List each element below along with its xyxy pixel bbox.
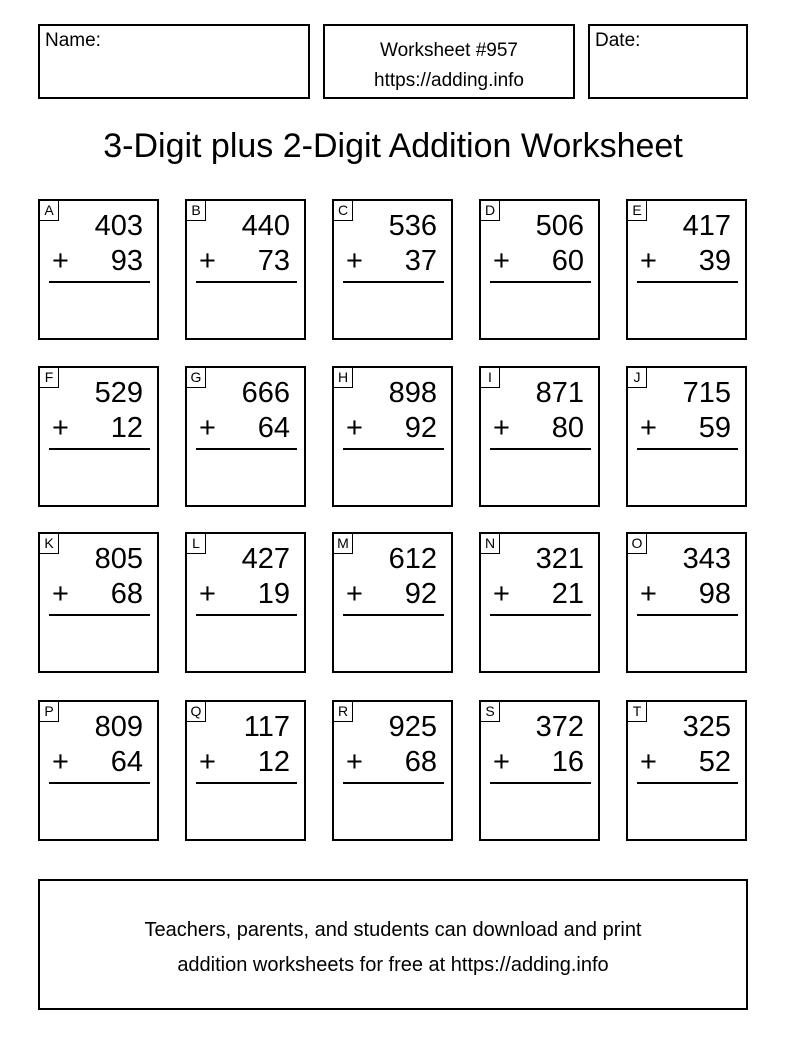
problem-e[interactable] <box>626 199 747 340</box>
problem-t[interactable] <box>626 700 747 841</box>
problem-q[interactable] <box>185 700 306 841</box>
problem-g[interactable] <box>185 366 306 507</box>
answer-line <box>196 281 297 283</box>
plus-sign: + <box>346 245 363 277</box>
plus-sign: + <box>346 578 363 610</box>
problem-p[interactable] <box>38 700 159 841</box>
top-addend: 343 <box>682 543 731 575</box>
top-addend: 529 <box>94 377 143 409</box>
problem-n[interactable] <box>479 532 600 673</box>
bottom-addend: 98 <box>698 578 731 610</box>
answer-line <box>637 448 738 450</box>
top-addend: 325 <box>682 711 731 743</box>
top-addend: 925 <box>388 711 437 743</box>
problem-k[interactable] <box>38 532 159 673</box>
footer-line-1: Teachers, parents, and students can download and print <box>144 919 642 941</box>
problem-letter: O <box>627 533 647 554</box>
plus-sign: + <box>199 245 216 277</box>
answer-line <box>343 281 444 283</box>
problem-m[interactable] <box>332 532 453 673</box>
bottom-addend: 68 <box>110 578 143 610</box>
problem-b[interactable] <box>185 199 306 340</box>
answer-line <box>49 448 150 450</box>
problem-letter: F <box>39 367 59 388</box>
footer-line-2: addition worksheets for free at https://adding.info <box>177 954 609 976</box>
problem-letter: N <box>480 533 500 554</box>
problem-letter: J <box>627 367 647 388</box>
answer-line <box>490 614 591 616</box>
plus-sign: + <box>493 245 510 277</box>
top-addend: 715 <box>682 377 731 409</box>
problem-letter: P <box>39 701 59 722</box>
problem-letter: A <box>39 200 59 221</box>
answer-line <box>343 448 444 450</box>
bottom-addend: 59 <box>698 412 731 444</box>
plus-sign: + <box>493 412 510 444</box>
top-addend: 440 <box>241 210 290 242</box>
top-addend: 372 <box>535 711 584 743</box>
plus-sign: + <box>640 578 657 610</box>
worksheet-number: Worksheet #957 <box>379 40 518 61</box>
answer-line <box>49 614 150 616</box>
bottom-addend: 92 <box>404 578 437 610</box>
plus-sign: + <box>199 578 216 610</box>
problem-f[interactable] <box>38 366 159 507</box>
bottom-addend: 16 <box>551 746 584 778</box>
plus-sign: + <box>640 746 657 778</box>
plus-sign: + <box>199 412 216 444</box>
website-url: https://adding.info <box>374 70 524 91</box>
plus-sign: + <box>199 746 216 778</box>
problem-letter: D <box>480 200 500 221</box>
name-label: Name: <box>45 30 101 51</box>
top-addend: 427 <box>241 543 290 575</box>
top-addend: 321 <box>535 543 584 575</box>
top-addend: 417 <box>682 210 731 242</box>
problem-c[interactable] <box>332 199 453 340</box>
answer-line <box>637 281 738 283</box>
name-box[interactable] <box>38 24 310 99</box>
worksheet-info-box <box>323 24 575 99</box>
top-addend: 666 <box>241 377 290 409</box>
problem-letter: I <box>480 367 500 388</box>
bottom-addend: 80 <box>551 412 584 444</box>
top-addend: 117 <box>243 711 290 743</box>
problem-d[interactable] <box>479 199 600 340</box>
problem-letter: M <box>333 533 353 554</box>
answer-line <box>637 614 738 616</box>
plus-sign: + <box>346 746 363 778</box>
bottom-addend: 64 <box>257 412 290 444</box>
problem-letter: L <box>186 533 206 554</box>
answer-line <box>637 782 738 784</box>
bottom-addend: 73 <box>257 245 290 277</box>
plus-sign: + <box>52 746 69 778</box>
problem-letter: K <box>39 533 59 554</box>
top-addend: 805 <box>94 543 143 575</box>
date-box[interactable] <box>588 24 748 99</box>
problem-j[interactable] <box>626 366 747 507</box>
problem-letter: E <box>627 200 647 221</box>
problem-letter: R <box>333 701 353 722</box>
answer-line <box>490 782 591 784</box>
top-addend: 506 <box>535 210 584 242</box>
answer-line <box>196 782 297 784</box>
answer-line <box>343 782 444 784</box>
plus-sign: + <box>493 746 510 778</box>
problem-letter: Q <box>186 701 206 722</box>
bottom-addend: 60 <box>551 245 584 277</box>
problem-h[interactable] <box>332 366 453 507</box>
problem-s[interactable] <box>479 700 600 841</box>
bottom-addend: 37 <box>404 245 437 277</box>
bottom-addend: 92 <box>404 412 437 444</box>
bottom-addend: 68 <box>404 746 437 778</box>
plus-sign: + <box>346 412 363 444</box>
bottom-addend: 12 <box>257 746 290 778</box>
plus-sign: + <box>52 412 69 444</box>
top-addend: 403 <box>94 210 143 242</box>
bottom-addend: 64 <box>110 746 143 778</box>
problem-i[interactable] <box>479 366 600 507</box>
problem-a[interactable] <box>38 199 159 340</box>
bottom-addend: 12 <box>110 412 143 444</box>
answer-line <box>196 614 297 616</box>
plus-sign: + <box>493 578 510 610</box>
answer-line <box>49 281 150 283</box>
problem-l[interactable] <box>185 532 306 673</box>
top-addend: 898 <box>388 377 437 409</box>
problem-letter: G <box>186 367 206 388</box>
plus-sign: + <box>640 245 657 277</box>
plus-sign: + <box>52 245 69 277</box>
top-addend: 612 <box>388 543 437 575</box>
bottom-addend: 21 <box>551 578 584 610</box>
problem-o[interactable] <box>626 532 747 673</box>
answer-line <box>49 782 150 784</box>
bottom-addend: 19 <box>257 578 290 610</box>
top-addend: 871 <box>535 377 584 409</box>
problem-letter: T <box>627 701 647 722</box>
top-addend: 536 <box>388 210 437 242</box>
footer-box <box>38 879 748 1010</box>
answer-line <box>490 448 591 450</box>
problem-letter: C <box>333 200 353 221</box>
plus-sign: + <box>52 578 69 610</box>
answer-line <box>196 448 297 450</box>
top-addend: 809 <box>94 711 143 743</box>
date-label: Date: <box>595 30 641 51</box>
problem-letter: S <box>480 701 500 722</box>
plus-sign: + <box>640 412 657 444</box>
answer-line <box>343 614 444 616</box>
answer-line <box>490 281 591 283</box>
problem-letter: B <box>186 200 206 221</box>
bottom-addend: 52 <box>698 746 731 778</box>
problem-r[interactable] <box>332 700 453 841</box>
problem-letter: H <box>333 367 353 388</box>
worksheet-title: 3-Digit plus 2-Digit Addition Worksheet <box>103 127 683 165</box>
bottom-addend: 39 <box>698 245 731 277</box>
bottom-addend: 93 <box>110 245 143 277</box>
